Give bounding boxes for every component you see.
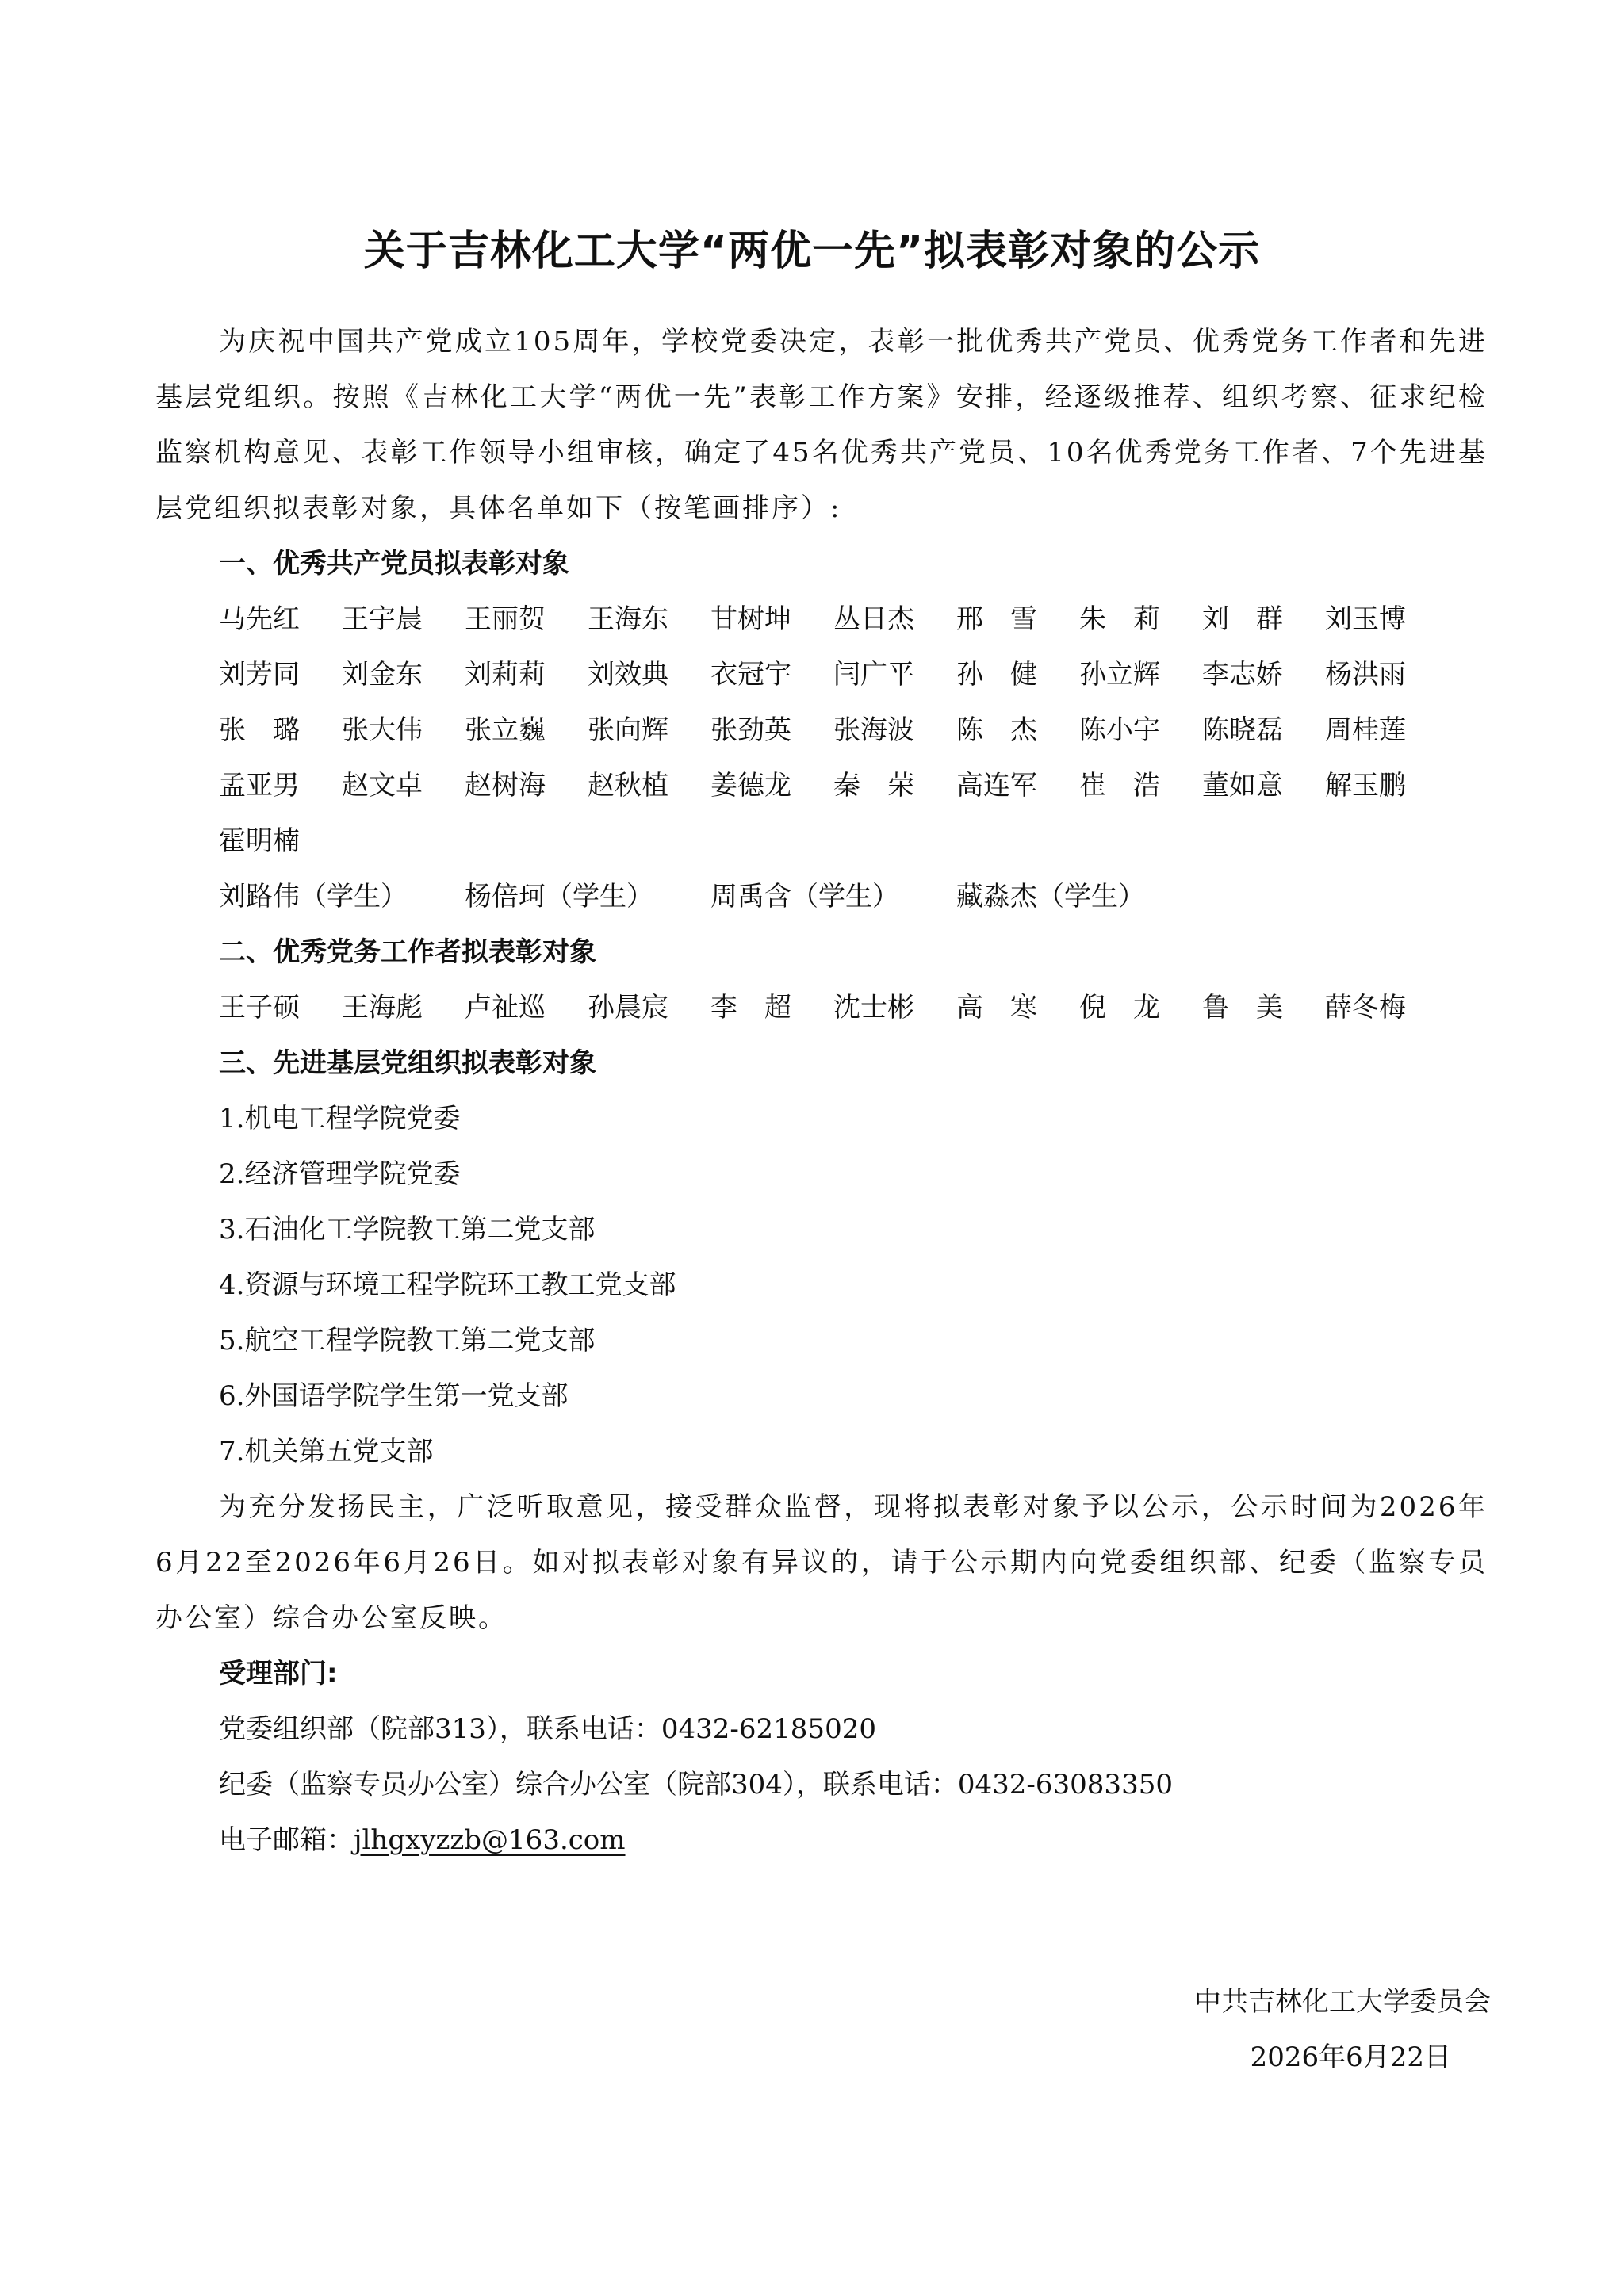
worker-name: 卢祉巡 bbox=[465, 992, 546, 1024]
member-name: 朱 莉 bbox=[1079, 603, 1160, 635]
member-name: 孙 健 bbox=[956, 659, 1037, 691]
member-name: 孟亚男 bbox=[219, 770, 300, 802]
member-name: 刘金东 bbox=[342, 659, 423, 691]
contact-heading: 受理部门: bbox=[219, 1658, 338, 1689]
member-name: 崔 浩 bbox=[1079, 770, 1160, 802]
member-name: 陈晓磊 bbox=[1202, 714, 1283, 746]
document-body bbox=[155, 314, 1488, 1868]
section-2-heading: 二、优秀党务工作者拟表彰对象 bbox=[219, 936, 596, 968]
organization-item: 1.机电工程学院党委 bbox=[219, 1103, 461, 1135]
member-name: 杨洪雨 bbox=[1325, 659, 1406, 691]
worker-name: 孙晨宸 bbox=[588, 992, 668, 1024]
member-name: 王宇晨 bbox=[342, 603, 423, 635]
member-name: 解玉鹏 bbox=[1325, 770, 1406, 802]
member-name: 甘树坤 bbox=[710, 603, 791, 635]
name-row bbox=[219, 758, 1488, 813]
member-name: 邢 雪 bbox=[956, 603, 1037, 635]
section-3-heading: 三、先进基层党组织拟表彰对象 bbox=[219, 1047, 596, 1079]
intro-paragraph: 为庆祝中国共产党成立105周年，学校党委决定，表彰一批优秀共产党员、优秀党务工作者和先进基层党组织。按照《吉林化工大学“两优一先”表彰工作方案》安排，经逐级推荐、组织考察、征求纪检监察机构意见、表彰工作领导小组审核，确定了45名优秀共产党员、10名优秀党务工作者、7个先进基层党组织拟表彰对象，具体名单如下（按笔画排序）: bbox=[155, 326, 1488, 524]
worker-name: 王子硕 bbox=[219, 992, 300, 1024]
member-name: 周桂莲 bbox=[1325, 714, 1406, 746]
organization-item: 2.经济管理学院党委 bbox=[219, 1158, 461, 1190]
organization-item: 6.外国语学院学生第一党支部 bbox=[219, 1380, 569, 1412]
member-name: 刘 群 bbox=[1202, 603, 1283, 635]
name-row bbox=[219, 813, 1488, 869]
member-name: 董如意 bbox=[1202, 770, 1283, 802]
document-title: 关于吉林化工大学“两优一先”拟表彰对象的公示 bbox=[363, 228, 1261, 275]
party-worker-list bbox=[155, 980, 1488, 1035]
student-name: 杨倍珂（学生） bbox=[465, 881, 653, 913]
organization-item: 5.航空工程学院教工第二党支部 bbox=[219, 1325, 596, 1357]
member-name: 赵树海 bbox=[465, 770, 546, 802]
member-name: 衣冠宇 bbox=[710, 659, 791, 691]
contact-email-line bbox=[155, 1812, 1488, 1868]
signature-date: 2026年6月22日 bbox=[1250, 2042, 1451, 2073]
member-name: 姜德龙 bbox=[710, 770, 791, 802]
worker-name: 李 超 bbox=[710, 992, 791, 1024]
member-name: 王海东 bbox=[588, 603, 668, 635]
student-name: 藏淼杰（学生） bbox=[956, 881, 1145, 913]
member-name: 王丽贺 bbox=[465, 603, 546, 635]
member-name: 刘玉博 bbox=[1325, 603, 1406, 635]
notice-paragraph: 为充分发扬民主，广泛听取意见，接受群众监督，现将拟表彰对象予以公示，公示时间为2026年6月22至2026年6月26日。如对拟表彰对象有异议的，请于公示期内向党委组织部、纪委（监察专员办公室）综合办公室反映。 bbox=[155, 1491, 1488, 1634]
member-name: 秦 荣 bbox=[833, 770, 914, 802]
student-member-row bbox=[155, 869, 1488, 924]
email-label: 电子邮箱： bbox=[219, 1824, 354, 1856]
member-name: 孙立辉 bbox=[1079, 659, 1160, 691]
member-name: 陈 杰 bbox=[956, 714, 1037, 746]
signature-block bbox=[1194, 1974, 1491, 2085]
member-name: 高连军 bbox=[956, 770, 1037, 802]
party-member-list bbox=[155, 591, 1488, 869]
member-name: 闫广平 bbox=[833, 659, 914, 691]
contact-dept-2: 纪委（监察专员办公室）综合办公室（院部304），联系电话：0432-63083350 bbox=[219, 1769, 1173, 1800]
member-name: 张劲英 bbox=[710, 714, 791, 746]
member-name: 张向辉 bbox=[588, 714, 668, 746]
email-link[interactable]: jlhgxyzzb@163.com bbox=[354, 1824, 626, 1856]
signature-org: 中共吉林化工大学委员会 bbox=[1194, 1986, 1491, 2018]
member-name: 刘莉莉 bbox=[465, 659, 546, 691]
member-name: 赵秋植 bbox=[588, 770, 668, 802]
worker-name: 薛冬梅 bbox=[1325, 992, 1406, 1024]
contact-dept-1: 党委组织部（院部313），联系电话：0432-62185020 bbox=[219, 1713, 876, 1745]
worker-name: 倪 龙 bbox=[1079, 992, 1160, 1024]
worker-name: 高 寒 bbox=[956, 992, 1037, 1024]
member-name: 霍明楠 bbox=[219, 825, 300, 857]
member-name: 刘效典 bbox=[588, 659, 668, 691]
section-1-heading: 一、优秀共产党员拟表彰对象 bbox=[219, 548, 569, 580]
member-name: 赵文卓 bbox=[342, 770, 423, 802]
organization-item: 4.资源与环境工程学院环工教工党支部 bbox=[219, 1269, 676, 1301]
organization-item: 3.石油化工学院教工第二党支部 bbox=[219, 1214, 596, 1246]
member-name: 张海波 bbox=[833, 714, 914, 746]
member-name: 丛日杰 bbox=[833, 603, 914, 635]
worker-name: 王海彪 bbox=[342, 992, 423, 1024]
name-row bbox=[219, 647, 1488, 702]
member-name: 马先红 bbox=[219, 603, 300, 635]
organization-item: 7.机关第五党支部 bbox=[219, 1436, 434, 1468]
name-row bbox=[219, 591, 1488, 647]
member-name: 张 璐 bbox=[219, 714, 300, 746]
worker-name: 沈士彬 bbox=[833, 992, 914, 1024]
name-row bbox=[219, 980, 1488, 1035]
member-name: 张大伟 bbox=[342, 714, 423, 746]
name-row bbox=[219, 702, 1488, 758]
member-name: 陈小宇 bbox=[1079, 714, 1160, 746]
student-name: 刘路伟（学生） bbox=[219, 881, 408, 913]
member-name: 刘芳同 bbox=[219, 659, 300, 691]
member-name: 李志娇 bbox=[1202, 659, 1283, 691]
student-name: 周禹含（学生） bbox=[710, 881, 899, 913]
worker-name: 鲁 美 bbox=[1202, 992, 1283, 1024]
member-name: 张立巍 bbox=[465, 714, 546, 746]
